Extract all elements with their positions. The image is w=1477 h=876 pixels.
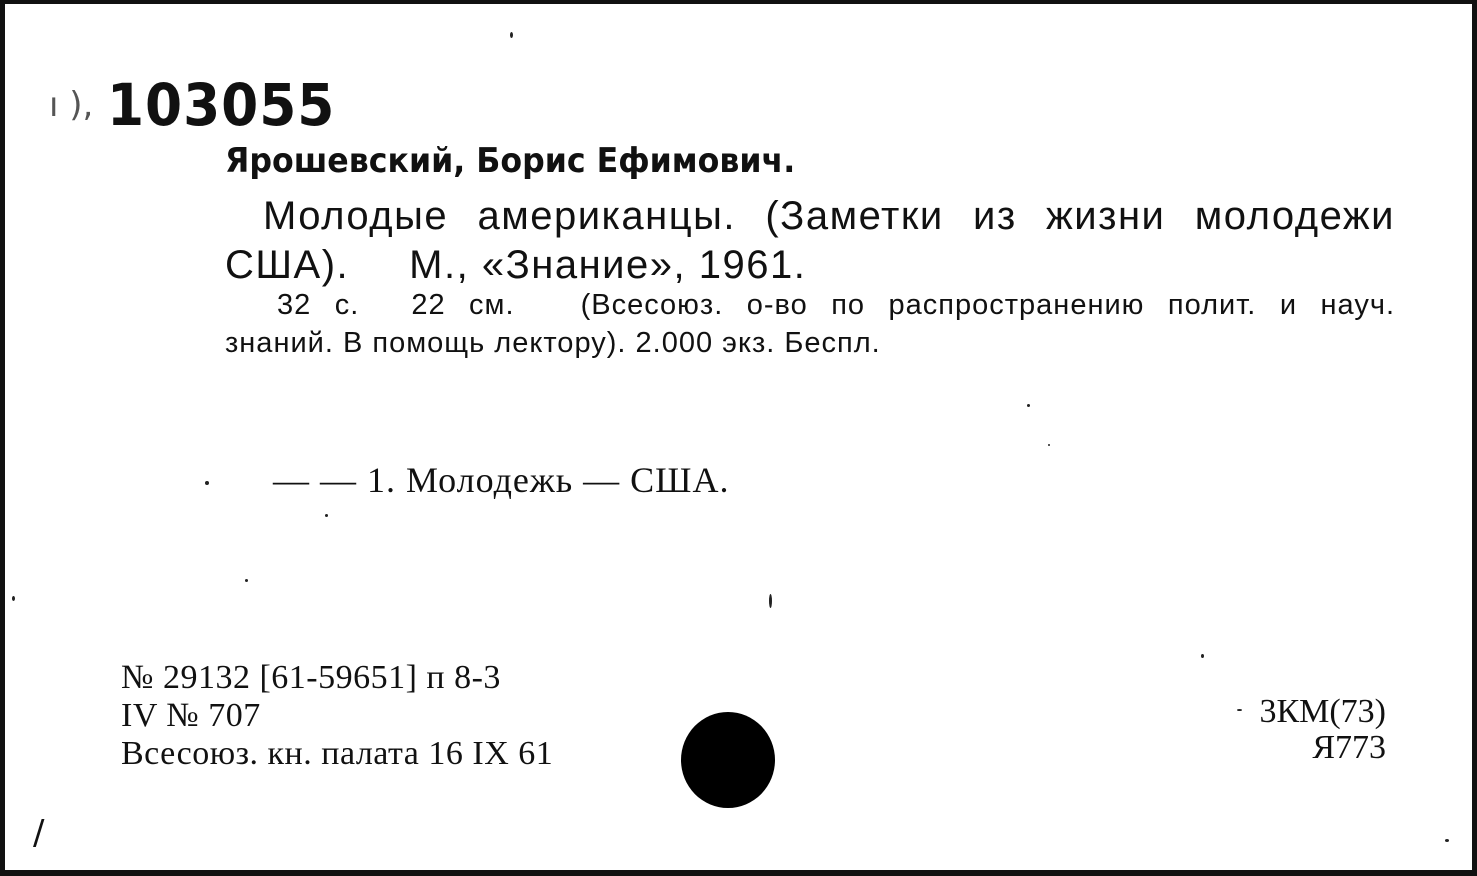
collation-block — [225, 286, 1395, 362]
title-imprint-block — [225, 192, 1395, 290]
pagination: 32 с. — [277, 289, 360, 321]
print-record — [121, 659, 553, 773]
speck-mark — [1201, 654, 1204, 658]
speck-mark — [12, 596, 15, 601]
print-record-line-3: Всесоюз. кн. палата 16 IX 61 — [121, 735, 554, 772]
imprint: М., «Знание», 1961. — [409, 243, 807, 287]
punch-hole — [681, 712, 775, 808]
print-record-line-1: № 29132 [61-59651] п 8-3 — [121, 659, 501, 696]
speck-mark — [325, 514, 328, 517]
speck-mark — [1237, 709, 1242, 711]
speck-mark — [1445, 839, 1449, 842]
speck-mark — [510, 32, 513, 38]
series-note: (Всесоюз. о-во по распространению полит. и науч. знаний. В помощь лектору). 2.000 экз. Беспл. — [225, 289, 1396, 359]
classification-codes — [1259, 694, 1386, 766]
classification-code: 3КМ(73) — [1259, 693, 1386, 730]
speck-mark — [1027, 404, 1030, 407]
speck-mark — [245, 579, 248, 582]
accession-number: 103055 — [107, 71, 336, 139]
subject-tracing: — — 1. Молодежь — США. — [273, 460, 730, 500]
author-heading: Ярошевский, Борис Ефимович. — [225, 141, 796, 181]
stray-slash-mark: / — [33, 813, 45, 853]
speck-mark — [1048, 444, 1050, 446]
accession-prefix-marks: ı ), — [49, 85, 94, 125]
dimensions: 22 см. — [411, 289, 515, 321]
speck-mark — [205, 481, 209, 485]
speck-mark — [769, 594, 772, 608]
author-mark: Я773 — [1312, 729, 1386, 766]
print-record-line-2: IV № 707 — [121, 697, 261, 734]
title-statement: Молодые американцы. (Заметки из жизни молодежи США). — [225, 194, 1395, 287]
